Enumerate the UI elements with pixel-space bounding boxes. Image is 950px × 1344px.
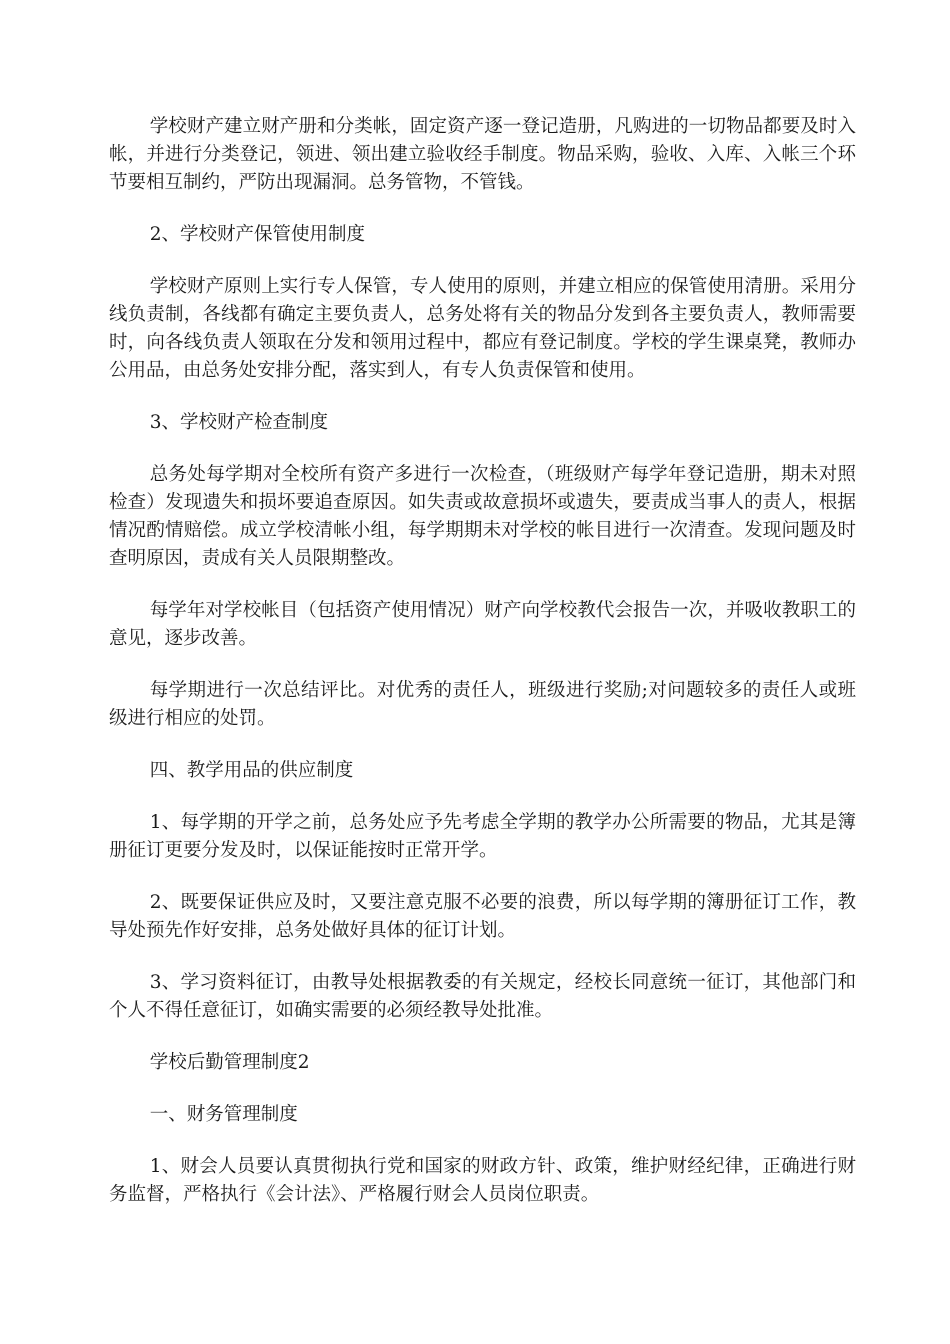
section-heading: 3、学校财产检查制度 [149, 412, 328, 433]
paragraph: 学校财产建立财产册和分类帐，固定资产逐一登记造册，凡购进的一切物品都要及时入帐，并进行分类登记，领进、领出建立验收经手制度。物品采购，验收、入库、入帐三个环节要相互制约，严防出现漏洞。总务管物，不管钱。 [109, 116, 856, 193]
paragraph: 每学期进行一次总结评比。对优秀的责任人，班级进行奖励;对问题较多的责任人或班级进行相应的处罚。 [109, 680, 856, 729]
section-heading: 2、学校财产保管使用制度 [149, 224, 365, 245]
section-heading: 四、教学用品的供应制度 [149, 760, 354, 781]
section-heading: 一、财务管理制度 [149, 1104, 298, 1125]
paragraph: 1、财会人员要认真贯彻执行党和国家的财政方针、政策，维护财经纪律，正确进行财务监督，严格执行《会计法》、严格履行财会人员岗位职责。 [109, 1156, 856, 1205]
paragraph: 2、既要保证供应及时，又要注意克服不必要的浪费，所以每学期的簿册征订工作，教导处预先作好安排，总务处做好具体的征订计划。 [109, 892, 856, 941]
paragraph: 总务处每学期对全校所有资产多进行一次检查，（班级财产每学年登记造册，期未对照检查）发现遗失和损坏要追查原因。如失责或故意损坏或遗失，要责成当事人的责人，根据情况酌情赔偿。成立学校清帐小组，每学期期未对学校的帐目进行一次清查。发现问题及时查明原因，责成有关人员限期整改。 [109, 464, 856, 569]
document-subtitle: 学校后勤管理制度2 [149, 1052, 310, 1073]
paragraph: 每学年对学校帐目（包括资产使用情况）财产向学校教代会报告一次，并吸收教职工的意见，逐步改善。 [109, 600, 856, 649]
paragraph: 学校财产原则上实行专人保管，专人使用的原则，并建立相应的保管使用清册。采用分线负责制，各线都有确定主要负责人，总务处将有关的物品分发到各主要负责人，教师需要时，向各线负责人领取在分发和领用过程中，都应有登记制度。学校的学生课桌凳，教师办公用品，由总务处安排分配，落实到人，有专人负责保管和使用。 [109, 276, 856, 381]
paragraph: 3、学习资料征订，由教导处根据教委的有关规定，经校长同意统一征订，其他部门和个人不得任意征订，如确实需要的必须经教导处批准。 [109, 972, 856, 1021]
paragraph: 1、每学期的开学之前，总务处应予先考虑全学期的教学办公所需要的物品，尤其是簿册征订更要分发及时，以保证能按时正常开学。 [109, 812, 856, 861]
